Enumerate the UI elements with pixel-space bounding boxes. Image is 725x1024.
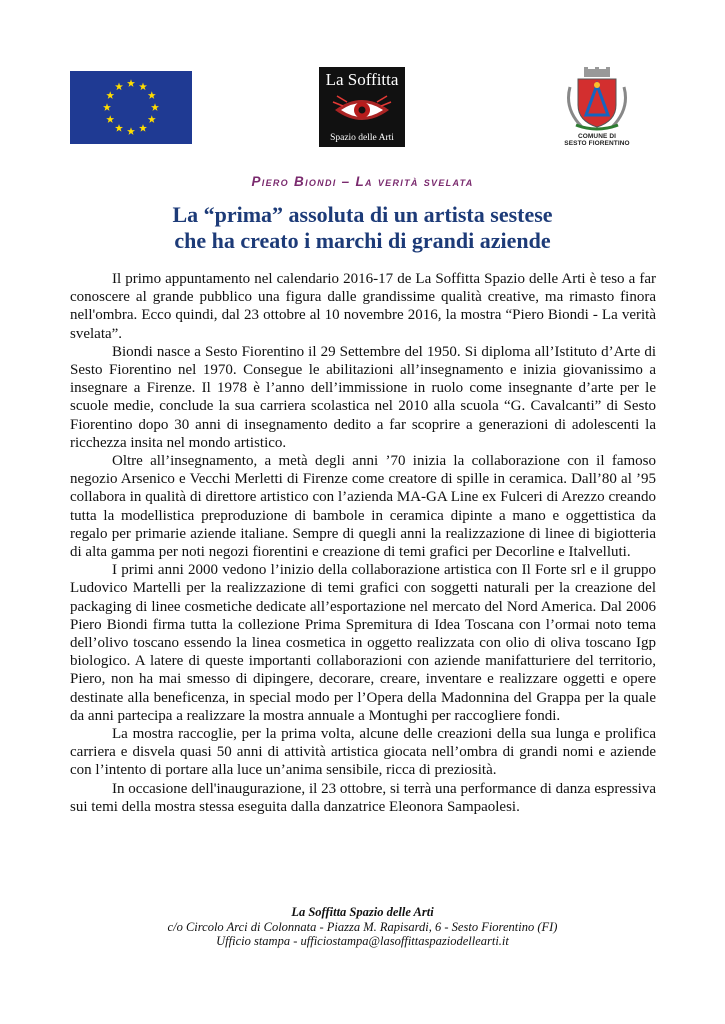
paragraph-6: In occasione dell'inaugurazione, il 23 ottobre, si terrà una performance di danza espressiva sui temi della mostra stessa eseguita dalla danzatrice Eleonora Sampaolesi. (70, 780, 656, 815)
paragraph-3: Oltre all’insegnamento, a metà degli anni ’70 inizia la collaborazione con il famoso negozio Arsenico e Vecchi Merletti di Firenze come creatore di spille in ceramica. Dall’80 al ’95 collabora in qualità di direttore artistico con l’azienda MA-GA Line ex Fulceri di Arezzo creando tutta la modellistica preproduzione di bambole in ceramica dipinte a mano e oggettistica da regalo per primarie aziende italiane. Sempre di quegli anni la realizzazione di linee di bigiotteria di alta gamma per noti negozi fiorentini e creazione di temi grafici per Decorline e Italvelluti. (70, 453, 656, 561)
headline-line-1: La “prima” assoluta di un artista sestese (172, 202, 553, 227)
paragraph-1: Il primo appuntamento nel calendario 2016-17 de La Soffitta Spazio delle Arti è teso a far conoscere al grande pubblico una figura dalle grandissime qualità creative, ma rimasto finora nell'ombra. Ecco quindi, dal 23 ottobre al 10 novembre 2016, la mostra “Piero Biondi - La verità svelata”. (70, 271, 656, 342)
comune-logo (560, 67, 634, 153)
comune-logo-line1: COMUNE DI (577, 133, 617, 140)
eu-flag-icon (70, 71, 192, 144)
headline (0, 202, 725, 254)
headline-line-2: che ha creato i marchi di grandi aziende (174, 228, 551, 253)
soffitta-logo-subtitle: Spazio delle Arti (330, 133, 394, 143)
comune-logo-line2: SESTO FIORENTINO (564, 140, 630, 147)
footer-address: c/o Circolo Arci di Colonnata - Piazza M. Rapisardi, 6 - Sesto Fiorentino (FI) (167, 919, 558, 934)
footer-org: La Soffitta Spazio delle Arti (291, 905, 434, 919)
kicker-title: Piero Biondi – La verità svelata (251, 174, 474, 189)
soffitta-logo-name: La Soffitta (325, 70, 399, 89)
article-body (70, 270, 656, 816)
eye-icon (331, 92, 393, 128)
eu-flag-logo (70, 71, 192, 144)
footer-press: Ufficio stampa - ufficiostampa@lasoffittaspaziodellearti.it (216, 934, 509, 948)
paragraph-5: La mostra raccoglie, per la prima volta, alcune delle creazioni della sua lunga e prolifica carriera e disvela quasi 50 anni di attività artistica giocata nell’ombra di grandi nomi e aziende con l’intento di portare alla luce un’anima sensibile, ricca di preziosità. (70, 726, 656, 779)
paragraph-2: Biondi nasce a Sesto Fiorentino il 29 Settembre del 1950. Si diploma all’Istituto d’Arte di Sesto Fiorentino nel 1970. Consegue le abilitazioni all’insegnamento e inizia giovanissimo a insegnare a Firenze. Il 1978 è l’anno dell’immissione in ruolo come insegnante d’arte per le scuole medie, conclude la sua carriera scolastica nel 2010 alla scuola “G. Cavalcanti” di Sesto Fiorentino dopo 30 anni di insegnamento dedito a far scoprire a generazioni di adolescenti la ricchezza insita nel mondo artistico. (70, 343, 656, 451)
soffitta-logo (319, 67, 405, 147)
paragraph-4: I primi anni 2000 vedono l’inizio della collaborazione artistica con Il Forte srl e il gruppo Ludovico Martelli per la realizzazione di temi grafici con soggetti naturali per la creazione del packaging di linee cosmetiche dedicate all’esportazione nel mercato del Nord America. Dal 2006 Piero Biondi firma tutta la collezione Prima Spremitura di Idea Toscana con l’ormai noto tema dell’olivo toscano essendo la linea cosmetica in oggetto realizzata con olio di oliva toscano Igp biologico. A latere di queste importanti collaborazioni con aziende manifatturiere del territorio, Piero, non ha mai smesso di dipingere, decorare, creare, inventare e realizzare oggetti e opere destinate alla beneficenza, in special modo per l’Opera della Madonnina del Grappa per la quale da anni partecipa a realizzare la mostra annuale a Montughi per raccogliere fondi. (70, 562, 656, 724)
coat-of-arms-icon (560, 67, 634, 133)
footer (0, 905, 725, 949)
